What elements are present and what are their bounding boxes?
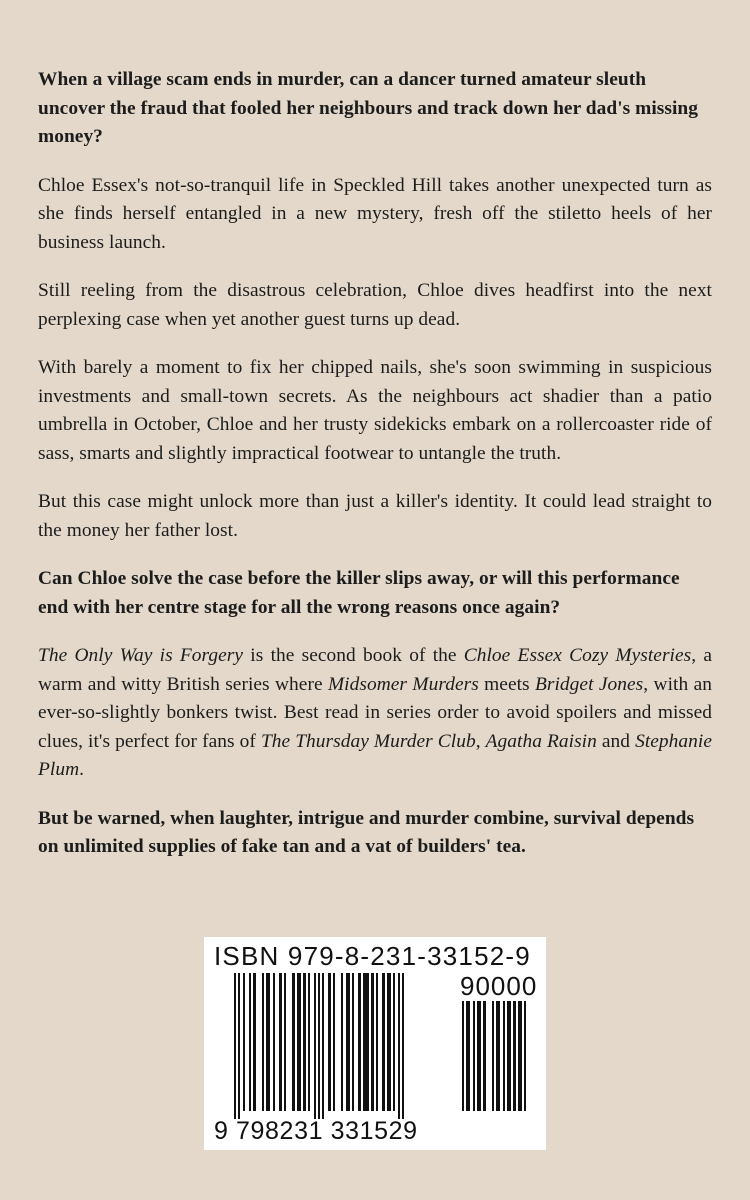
isbn-label: ISBN 979-8-231-33152-9 [214, 941, 531, 971]
comparison-title: The Thursday Murder Club [260, 730, 476, 752]
blurb-question: Can Chloe solve the case before the killer slips away, or will this performance end with her centre stage for all the wrong reasons once again? [38, 568, 680, 618]
ean-digits: 9 798231 331529 [214, 1117, 418, 1145]
series-name: Chloe Essex Cozy Mysteries [463, 645, 692, 666]
comparison-title: Midsomer Murders [327, 673, 479, 695]
blurb-paragraph: But this case might unlock more than just a killer's identity. It could lead straight to the money her father lost. [38, 491, 712, 541]
blurb-paragraph: Chloe Essex's not-so-tranquil life in Speckled Hill takes another unexpected turn as she finds herself entangled in a new mystery, fresh off the stiletto heels of her business launch. [38, 174, 712, 253]
series-paragraph: The Only Way is Forgery is the second book of the Chloe Essex Cozy Mysteries, a warm and witty British series where Midsomer Murders meets Bridget Jones, with an ever-so-slightly bonkers twist. Best read in series order to avoid spoilers and missed clues, it's perfect for fans of The Thursday Murder Club, Agatha Raisin and Stephanie Plum. [38, 645, 713, 780]
blurb-warning: But be warned, when laughter, intrigue and murder combine, survival depends on unlimited supplies of fake tan and a vat of builders' tea. [38, 807, 695, 857]
comparison-title: Stephanie Plum [38, 730, 713, 780]
ean-barcode-bars [234, 973, 446, 1121]
comparison-title: Bridget Jones [535, 673, 644, 695]
book-title: The Only Way is Forgery [38, 645, 244, 666]
price-code: 90000 [460, 971, 538, 1001]
blurb-paragraph: With barely a moment to fix her chipped nails, she's soon swimming in suspicious investments and small-town secrets. As the neighbours act shadier than a patio umbrella in October, Chloe and her trusty sidekicks embark on a rollercoaster ride of sass, smarts and slightly impractical footwear to untangle the truth. [38, 357, 712, 464]
isbn-barcode [204, 937, 546, 1150]
comparison-title: Agatha Raisin [485, 730, 597, 752]
blurb-hook: When a village scam ends in murder, can a dancer turned amateur sleuth uncover the fraud that fooled her neighbours and track down her dad's missing money? [38, 69, 698, 147]
back-cover-blurb [38, 66, 712, 882]
blurb-paragraph: Still reeling from the disastrous celebration, Chloe dives headfirst into the next perplexing case when yet another guest turns up dead. [38, 280, 712, 330]
addon-barcode-bars [462, 1001, 538, 1121]
